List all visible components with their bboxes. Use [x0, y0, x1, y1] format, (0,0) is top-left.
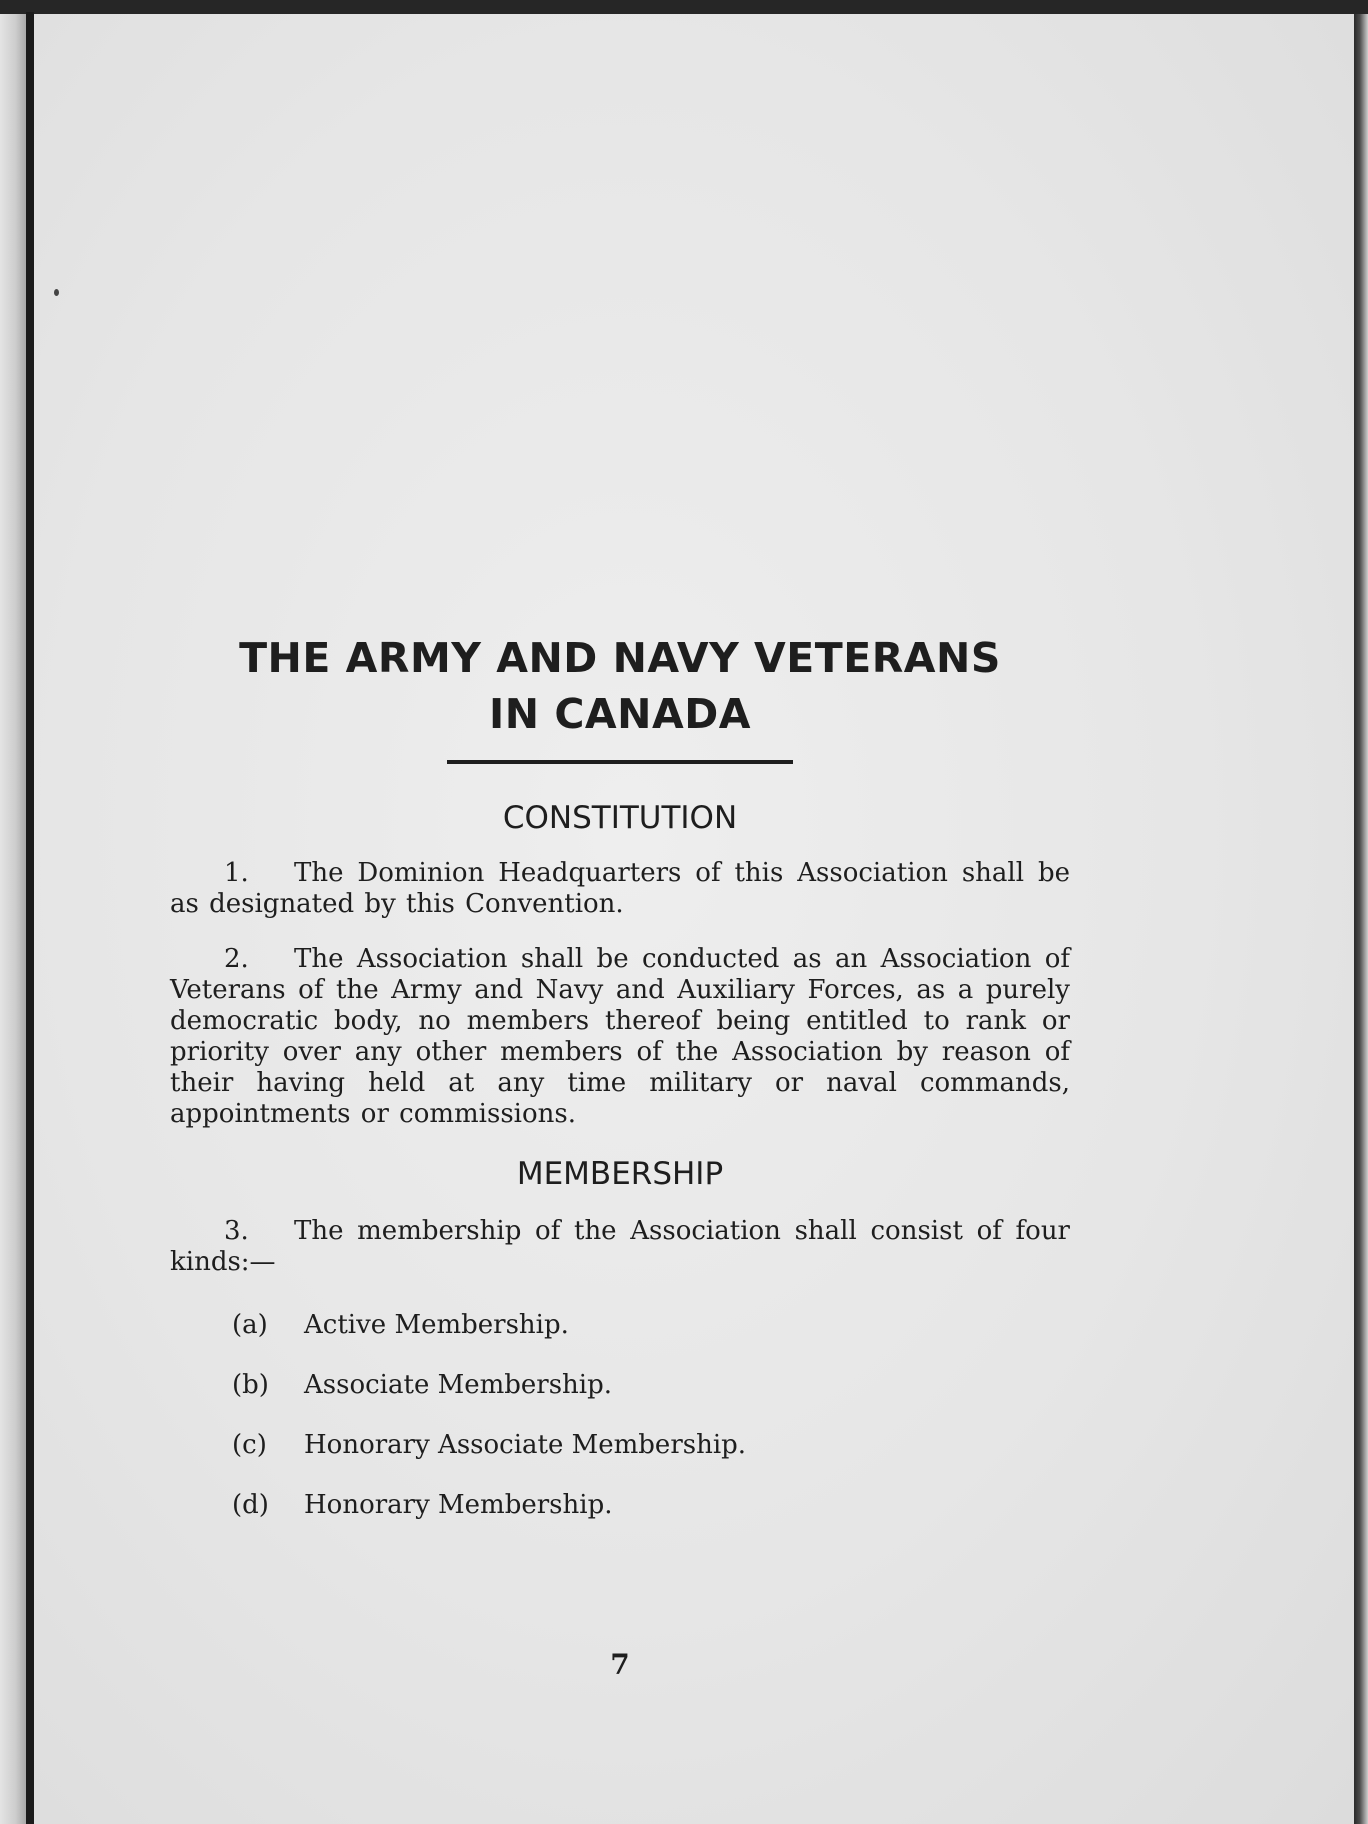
article-3: [170, 1216, 1070, 1278]
scan-speck: [54, 289, 59, 296]
list-item: [232, 1488, 1070, 1522]
list-item: [232, 1368, 1070, 1402]
article-3-number: 3.: [224, 1216, 249, 1246]
book-spine: [26, 12, 34, 1824]
list-item-text: Honorary Associate Membership.: [304, 1430, 747, 1460]
scan-right-edge: [1354, 14, 1368, 1824]
facing-page-edge: [0, 14, 26, 1824]
article-1-number: 1.: [224, 858, 249, 888]
article-1: [170, 858, 1070, 920]
title-rule: [447, 760, 793, 764]
list-item-label: (c): [232, 1430, 267, 1460]
page-number: 7: [610, 1648, 630, 1681]
list-item-text: Honorary Membership.: [304, 1490, 613, 1520]
document-title-line-1: THE ARMY AND NAVY VETERANS: [239, 634, 1001, 682]
article-2-number: 2.: [224, 944, 249, 974]
constitution-heading: CONSTITUTION: [502, 800, 738, 836]
article-2-text: The Association shall be conducted as an Association of Veterans of the Army and Navy and Auxiliary Forces, as a purely democratic body, no members thereof being entitled to rank or priority over any other members of the Association by reason of their having held at any time military or naval commands, appointments or commissions.: [170, 944, 1070, 1129]
document-title-line-2: IN CANADA: [489, 690, 751, 738]
article-2: [170, 944, 1070, 1130]
list-item-label: (b): [232, 1370, 269, 1400]
list-item-text: Associate Membership.: [304, 1370, 613, 1400]
list-item: [232, 1428, 1070, 1462]
membership-kinds-list: [170, 1308, 1070, 1522]
article-3-text: The membership of the Association shall consist of four kinds:—: [170, 1216, 1070, 1277]
membership-heading: MEMBERSHIP: [516, 1156, 724, 1192]
list-item-label: (a): [232, 1310, 268, 1340]
list-item-text: Active Membership.: [304, 1310, 569, 1340]
scan-top-edge: [0, 0, 1368, 14]
article-1-text: The Dominion Headquarters of this Association shall be as designated by this Convention.: [170, 858, 1070, 919]
list-item: [232, 1308, 1070, 1342]
page-content: [170, 630, 1070, 1548]
list-item-label: (d): [232, 1490, 269, 1520]
